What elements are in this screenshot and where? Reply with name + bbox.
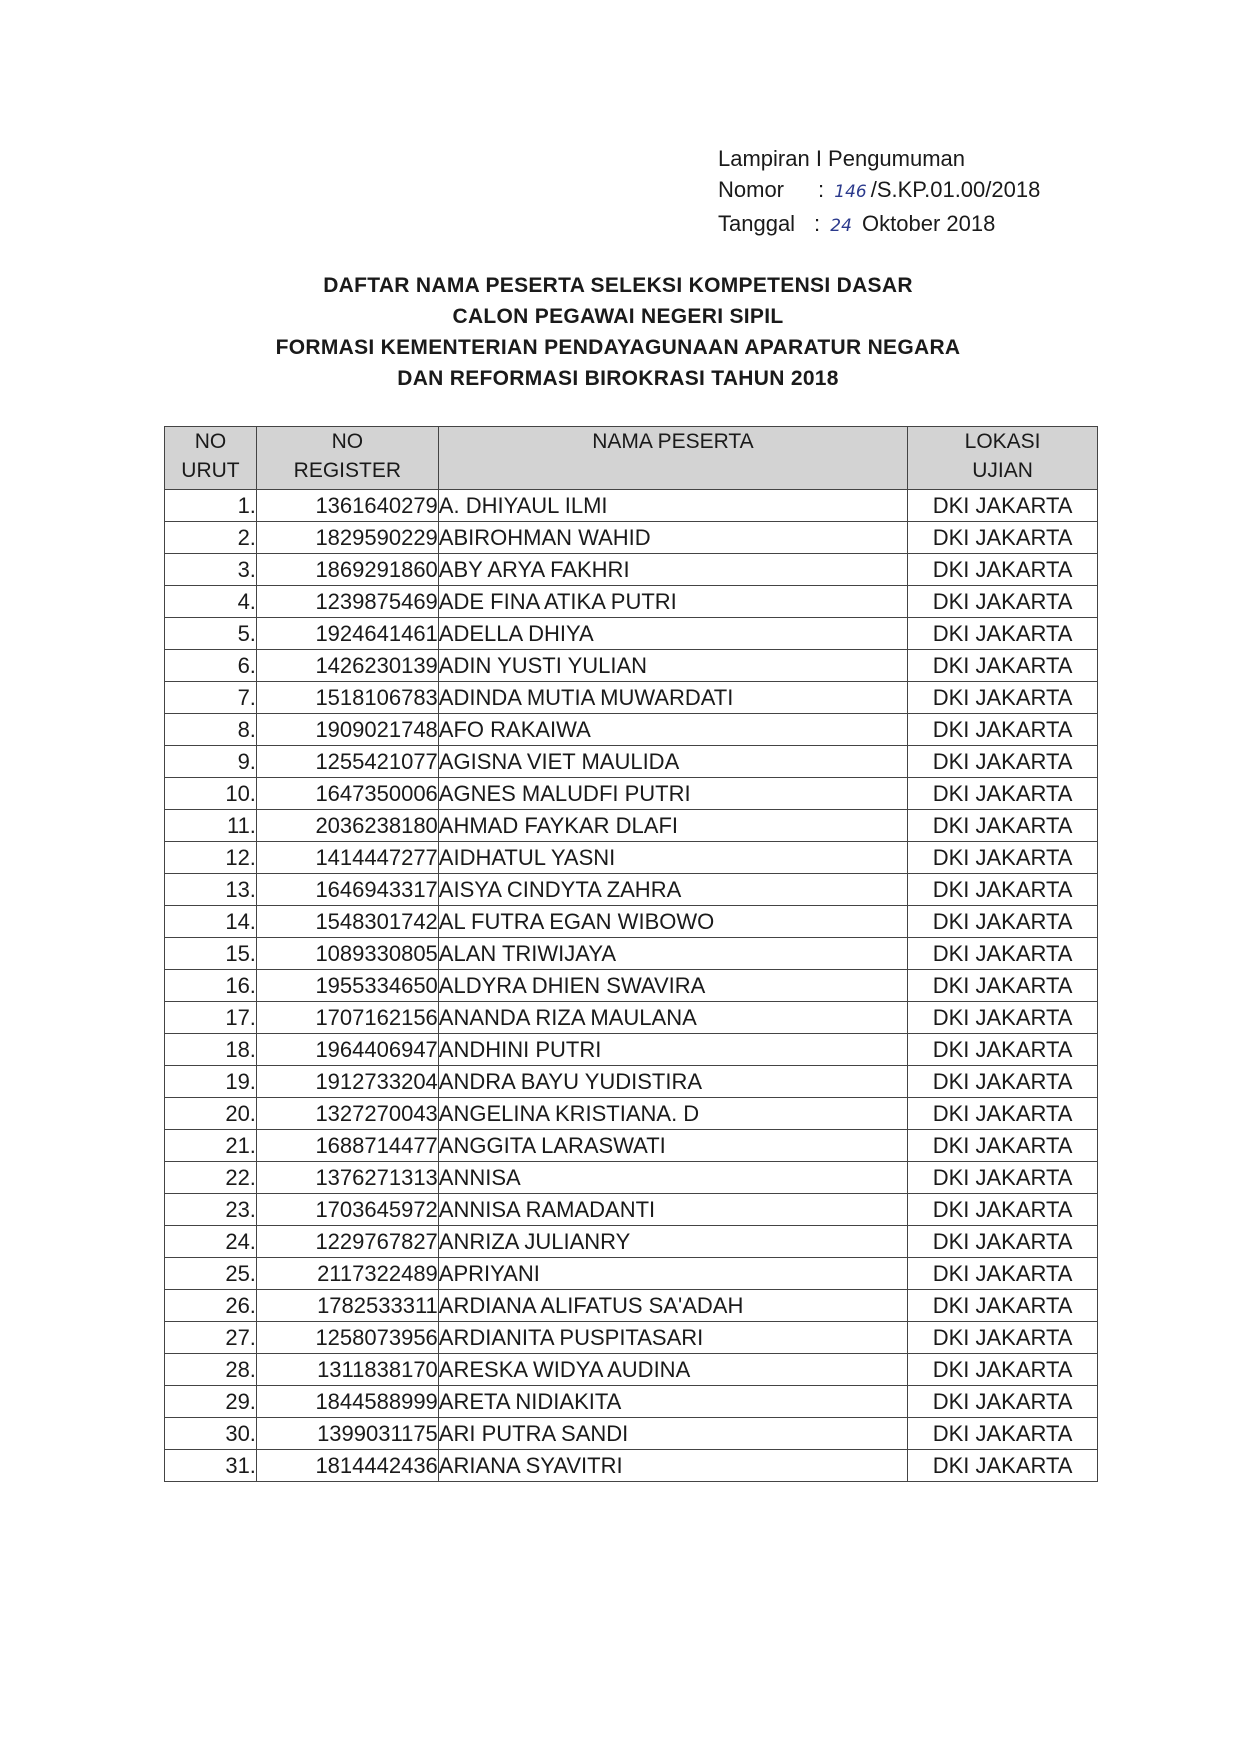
title-line-1: DAFTAR NAMA PESERTA SELEKSI KOMPETENSI DASAR xyxy=(323,274,913,297)
table-row xyxy=(165,938,1098,970)
row-number: 10. xyxy=(165,778,257,810)
participant-name: ADE FINA ATIKA PUTRI xyxy=(438,586,907,618)
row-number: 30. xyxy=(165,1418,257,1450)
register-number: 1924641461 xyxy=(256,618,438,650)
tanggal-handwritten: 24 xyxy=(830,216,852,236)
row-number: 9. xyxy=(165,746,257,778)
participant-name: ANGELINA KRISTIANA. D xyxy=(438,1098,907,1130)
row-number: 21. xyxy=(165,1130,257,1162)
row-number: 15. xyxy=(165,938,257,970)
participant-name: ARETA NIDIAKITA xyxy=(438,1386,907,1418)
participant-name: AIDHATUL YASNI xyxy=(438,842,907,874)
participant-name: AHMAD FAYKAR DLAFI xyxy=(438,810,907,842)
row-number: 2. xyxy=(165,522,257,554)
row-number: 12. xyxy=(165,842,257,874)
register-number: 1814442436 xyxy=(256,1450,438,1482)
register-number: 1239875469 xyxy=(256,586,438,618)
row-number: 18. xyxy=(165,1034,257,1066)
participant-name: ALDYRA DHIEN SWAVIRA xyxy=(438,970,907,1002)
participant-name: ADELLA DHIYA xyxy=(438,618,907,650)
row-number: 14. xyxy=(165,906,257,938)
table-row xyxy=(165,1258,1098,1290)
header-nama-peserta: NAMA PESERTA xyxy=(438,427,907,490)
register-number: 1399031175 xyxy=(256,1418,438,1450)
tanggal-line xyxy=(718,208,1040,242)
tanggal-suffix: Oktober 2018 xyxy=(862,211,996,236)
participant-name: A. DHIYAUL ILMI xyxy=(438,490,907,522)
table-row xyxy=(165,618,1098,650)
exam-location: DKI JAKARTA xyxy=(908,1066,1098,1098)
table-body xyxy=(165,490,1098,1482)
table-row xyxy=(165,778,1098,810)
row-number: 24. xyxy=(165,1226,257,1258)
participant-name: ANDHINI PUTRI xyxy=(438,1034,907,1066)
exam-location: DKI JAKARTA xyxy=(908,874,1098,906)
nomor-label: Nomor xyxy=(718,177,785,202)
register-number: 2117322489 xyxy=(256,1258,438,1290)
table-row xyxy=(165,1418,1098,1450)
exam-location: DKI JAKARTA xyxy=(908,970,1098,1002)
row-number: 16. xyxy=(165,970,257,1002)
register-number: 1311838170 xyxy=(256,1354,438,1386)
table-row xyxy=(165,1194,1098,1226)
row-number: 31. xyxy=(165,1450,257,1482)
participant-name: AGISNA VIET MAULIDA xyxy=(438,746,907,778)
participant-name: ABY ARYA FAKHRI xyxy=(438,554,907,586)
register-number: 1089330805 xyxy=(256,938,438,970)
register-number: 1376271313 xyxy=(256,1162,438,1194)
exam-location: DKI JAKARTA xyxy=(908,1226,1098,1258)
title-line-4: DAN REFORMASI BIROKRASI TAHUN 2018 xyxy=(397,367,839,390)
register-number: 1414447277 xyxy=(256,842,438,874)
row-number: 27. xyxy=(165,1322,257,1354)
participant-name: ARDIANA ALIFATUS SA'ADAH xyxy=(438,1290,907,1322)
register-number: 1782533311 xyxy=(256,1290,438,1322)
tanggal-label: Tanggal xyxy=(718,211,796,236)
table-row xyxy=(165,1162,1098,1194)
table-row xyxy=(165,1130,1098,1162)
participant-table xyxy=(164,426,1098,1482)
exam-location: DKI JAKARTA xyxy=(908,1098,1098,1130)
participant-name: AISYA CINDYTA ZAHRA xyxy=(438,874,907,906)
table-row xyxy=(165,650,1098,682)
table-row xyxy=(165,554,1098,586)
table-row xyxy=(165,1066,1098,1098)
nomor-separator: : xyxy=(818,177,825,202)
table-row xyxy=(165,810,1098,842)
participant-name: ADIN YUSTI YULIAN xyxy=(438,650,907,682)
row-number: 17. xyxy=(165,1002,257,1034)
participant-name: ANDRA BAYU YUDISTIRA xyxy=(438,1066,907,1098)
exam-location: DKI JAKARTA xyxy=(908,1418,1098,1450)
exam-location: DKI JAKARTA xyxy=(908,522,1098,554)
header-lokasi-ujian: LOKASI UJIAN xyxy=(908,427,1098,490)
table-row xyxy=(165,1034,1098,1066)
table-row xyxy=(165,970,1098,1002)
participant-name: ANGGITA LARASWATI xyxy=(438,1130,907,1162)
row-number: 26. xyxy=(165,1290,257,1322)
table-row xyxy=(165,522,1098,554)
register-number: 1426230139 xyxy=(256,650,438,682)
tanggal-separator: : xyxy=(814,211,821,236)
row-number: 8. xyxy=(165,714,257,746)
participant-name: ADINDA MUTIA MUWARDATI xyxy=(438,682,907,714)
exam-location: DKI JAKARTA xyxy=(908,906,1098,938)
table-row xyxy=(165,714,1098,746)
exam-location: DKI JAKARTA xyxy=(908,1386,1098,1418)
register-number: 1844588999 xyxy=(256,1386,438,1418)
participant-name: ABIROHMAN WAHID xyxy=(438,522,907,554)
register-number: 1361640279 xyxy=(256,490,438,522)
row-number: 20. xyxy=(165,1098,257,1130)
exam-location: DKI JAKARTA xyxy=(908,1322,1098,1354)
row-number: 5. xyxy=(165,618,257,650)
table-row xyxy=(165,682,1098,714)
table-row xyxy=(165,1226,1098,1258)
attachment-title: Lampiran I Pengumuman xyxy=(718,146,966,171)
table-row xyxy=(165,1098,1098,1130)
exam-location: DKI JAKARTA xyxy=(908,1002,1098,1034)
register-number: 1258073956 xyxy=(256,1322,438,1354)
participant-name: ARESKA WIDYA AUDINA xyxy=(438,1354,907,1386)
header-no-register: NO REGISTER xyxy=(256,427,438,490)
exam-location: DKI JAKARTA xyxy=(908,618,1098,650)
register-number: 1327270043 xyxy=(256,1098,438,1130)
nomor-handwritten: 146 xyxy=(834,182,867,202)
register-number: 1688714477 xyxy=(256,1130,438,1162)
table-row xyxy=(165,1322,1098,1354)
row-number: 3. xyxy=(165,554,257,586)
table-row xyxy=(165,586,1098,618)
participant-name: ANNISA xyxy=(438,1162,907,1194)
register-number: 1909021748 xyxy=(256,714,438,746)
exam-location: DKI JAKARTA xyxy=(908,1194,1098,1226)
register-number: 1646943317 xyxy=(256,874,438,906)
row-number: 28. xyxy=(165,1354,257,1386)
title-line-2: CALON PEGAWAI NEGERI SIPIL xyxy=(452,305,784,328)
table-row xyxy=(165,490,1098,522)
row-number: 6. xyxy=(165,650,257,682)
exam-location: DKI JAKARTA xyxy=(908,746,1098,778)
register-number: 1829590229 xyxy=(256,522,438,554)
register-number: 1869291860 xyxy=(256,554,438,586)
participant-name: APRIYANI xyxy=(438,1258,907,1290)
register-number: 1955334650 xyxy=(256,970,438,1002)
nomor-suffix: /S.KP.01.00/2018 xyxy=(870,177,1041,202)
row-number: 4. xyxy=(165,586,257,618)
exam-location: DKI JAKARTA xyxy=(908,938,1098,970)
table-row xyxy=(165,1354,1098,1386)
exam-location: DKI JAKARTA xyxy=(908,842,1098,874)
table-row xyxy=(165,906,1098,938)
header-no-urut: NO URUT xyxy=(165,427,257,490)
row-number: 7. xyxy=(165,682,257,714)
exam-location: DKI JAKARTA xyxy=(908,650,1098,682)
exam-location: DKI JAKARTA xyxy=(908,1258,1098,1290)
table-row xyxy=(165,1386,1098,1418)
row-number: 1. xyxy=(165,490,257,522)
register-number: 2036238180 xyxy=(256,810,438,842)
exam-location: DKI JAKARTA xyxy=(908,714,1098,746)
register-number: 1229767827 xyxy=(256,1226,438,1258)
participant-name: ARI PUTRA SANDI xyxy=(438,1418,907,1450)
row-number: 25. xyxy=(165,1258,257,1290)
exam-location: DKI JAKARTA xyxy=(908,554,1098,586)
document-title xyxy=(0,270,1236,394)
attachment-header xyxy=(718,143,1040,242)
row-number: 22. xyxy=(165,1162,257,1194)
row-number: 23. xyxy=(165,1194,257,1226)
participant-name: ANRIZA JULIANRY xyxy=(438,1226,907,1258)
participant-name: ANANDA RIZA MAULANA xyxy=(438,1002,907,1034)
exam-location: DKI JAKARTA xyxy=(908,1450,1098,1482)
register-number: 1703645972 xyxy=(256,1194,438,1226)
register-number: 1707162156 xyxy=(256,1002,438,1034)
table-row xyxy=(165,874,1098,906)
table-header-row xyxy=(165,427,1098,490)
table-row xyxy=(165,1450,1098,1482)
participant-name: ARIANA SYAVITRI xyxy=(438,1450,907,1482)
row-number: 29. xyxy=(165,1386,257,1418)
table-row xyxy=(165,842,1098,874)
table-row xyxy=(165,1290,1098,1322)
participant-name: ARDIANITA PUSPITASARI xyxy=(438,1322,907,1354)
nomor-line xyxy=(718,174,1040,208)
participant-name: AL FUTRA EGAN WIBOWO xyxy=(438,906,907,938)
table-row xyxy=(165,746,1098,778)
exam-location: DKI JAKARTA xyxy=(908,586,1098,618)
register-number: 1255421077 xyxy=(256,746,438,778)
exam-location: DKI JAKARTA xyxy=(908,1290,1098,1322)
register-number: 1518106783 xyxy=(256,682,438,714)
exam-location: DKI JAKARTA xyxy=(908,490,1098,522)
register-number: 1548301742 xyxy=(256,906,438,938)
exam-location: DKI JAKARTA xyxy=(908,1162,1098,1194)
exam-location: DKI JAKARTA xyxy=(908,1034,1098,1066)
exam-location: DKI JAKARTA xyxy=(908,1354,1098,1386)
participant-name: AFO RAKAIWA xyxy=(438,714,907,746)
exam-location: DKI JAKARTA xyxy=(908,682,1098,714)
register-number: 1912733204 xyxy=(256,1066,438,1098)
table-row xyxy=(165,1002,1098,1034)
row-number: 13. xyxy=(165,874,257,906)
exam-location: DKI JAKARTA xyxy=(908,1130,1098,1162)
participant-name: ANNISA RAMADANTI xyxy=(438,1194,907,1226)
row-number: 11. xyxy=(165,810,257,842)
exam-location: DKI JAKARTA xyxy=(908,810,1098,842)
title-line-3: FORMASI KEMENTERIAN PENDAYAGUNAAN APARATUR NEGARA xyxy=(275,336,961,359)
participant-name: ALAN TRIWIJAYA xyxy=(438,938,907,970)
register-number: 1647350006 xyxy=(256,778,438,810)
register-number: 1964406947 xyxy=(256,1034,438,1066)
row-number: 19. xyxy=(165,1066,257,1098)
participant-name: AGNES MALUDFI PUTRI xyxy=(438,778,907,810)
exam-location: DKI JAKARTA xyxy=(908,778,1098,810)
